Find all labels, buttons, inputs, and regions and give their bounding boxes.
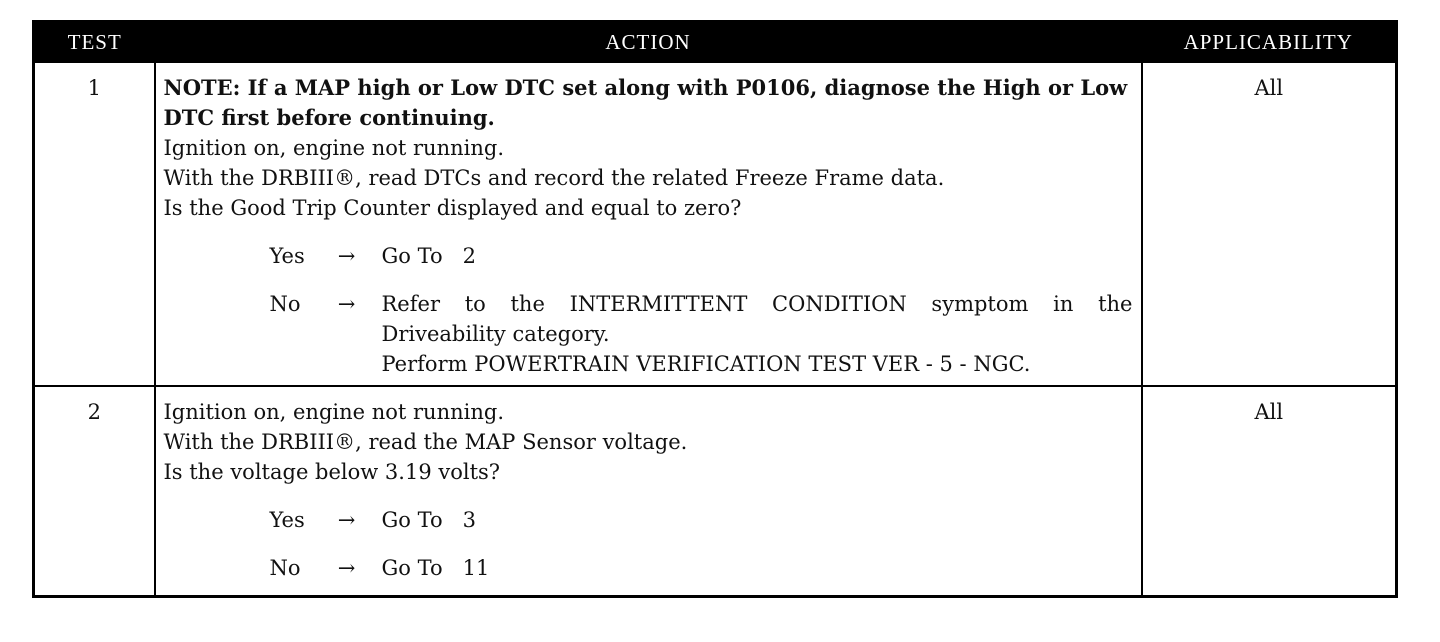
yes-label: Yes <box>269 244 305 268</box>
no-result-line: Refer to the INTERMITTENT CONDITION symptom in the <box>381 292 1133 316</box>
test-number: 2 <box>34 386 155 596</box>
no-outcome <box>270 553 1133 583</box>
yes-outcome <box>270 505 1133 535</box>
no-result-line: Perform POWERTRAIN VERIFICATION TEST VER - 5 - NGC. <box>381 352 1031 376</box>
yes-outcome <box>270 241 1133 271</box>
action-line: Is the Good Trip Counter displayed and equal to zero? <box>163 196 742 220</box>
action-line: Is the voltage below 3.19 volts? <box>163 460 501 484</box>
header-action: ACTION <box>155 22 1142 63</box>
action-line: With the DRBIII®, read the MAP Sensor voltage. <box>163 430 688 454</box>
yes-result: Go To 3 <box>381 508 476 532</box>
yes-result: Go To 2 <box>381 244 476 268</box>
applicability-value: All <box>1142 62 1397 386</box>
action-cell <box>155 386 1142 596</box>
no-result: Go To 11 <box>381 556 490 580</box>
test-number: 1 <box>34 62 155 386</box>
header-applicability: APPLICABILITY <box>1142 22 1397 63</box>
diagnostic-test-table <box>32 20 1398 598</box>
no-result-line: Driveability category. <box>381 322 610 346</box>
table-row <box>34 386 1397 596</box>
note-text: NOTE: If a MAP high or Low DTC set along with P0106, diagnose the High or Low DTC first before continuing. <box>163 75 1128 130</box>
action-line: With the DRBIII®, read DTCs and record the related Freeze Frame data. <box>163 166 945 190</box>
no-outcome <box>270 289 1133 379</box>
action-line: Ignition on, engine not running. <box>163 136 504 160</box>
applicability-value: All <box>1142 386 1397 596</box>
header-test: TEST <box>34 22 155 63</box>
no-label: No <box>269 292 301 316</box>
no-label: No <box>269 556 301 580</box>
no-result <box>382 289 1133 379</box>
yes-label: Yes <box>269 508 305 532</box>
table-row <box>34 62 1397 386</box>
arrow-icon: → <box>337 556 356 580</box>
arrow-icon: → <box>337 508 356 532</box>
table-header-row <box>34 22 1397 63</box>
arrow-icon: → <box>337 244 356 268</box>
arrow-icon: → <box>337 292 356 316</box>
action-cell <box>155 62 1142 386</box>
action-line: Ignition on, engine not running. <box>163 400 504 424</box>
